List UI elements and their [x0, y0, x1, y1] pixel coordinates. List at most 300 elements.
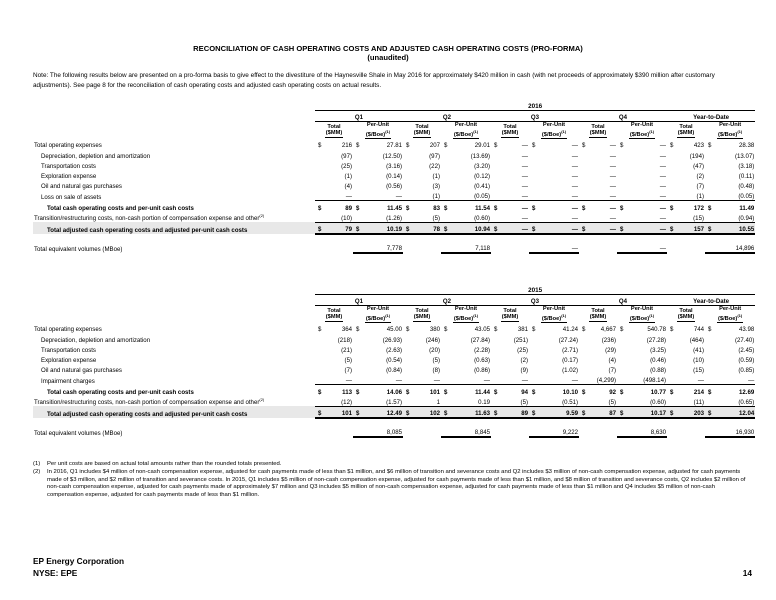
- cell-currency: [667, 160, 677, 170]
- cell-per-unit: 10.77: [627, 385, 667, 396]
- cell-currency: [579, 333, 589, 343]
- table-row: [33, 242, 755, 253]
- cell-total: (47): [693, 162, 704, 170]
- cell-currency: $: [579, 201, 589, 212]
- cell-currency: [315, 160, 325, 170]
- cell-total: —: [521, 214, 528, 222]
- row-label: Oil and natural gas purchases: [41, 367, 122, 375]
- cell-currency: [705, 364, 715, 374]
- cell-total: (97): [341, 152, 352, 160]
- cell-currency: $: [529, 222, 539, 234]
- cell-currency: $: [444, 142, 448, 150]
- cell-currency: [315, 149, 325, 159]
- table-row: [33, 180, 755, 190]
- cell-currency: $: [670, 142, 674, 150]
- cell-total: 172: [677, 201, 705, 212]
- cell-currency: [617, 242, 627, 253]
- cell-currency: $: [491, 222, 501, 234]
- cell-per-unit: (0.86): [474, 367, 490, 375]
- cell-currency: $: [494, 326, 498, 334]
- footnote-text: Per unit costs are based on actual total amounts rather than the rounded totals presented.: [47, 461, 282, 467]
- cell-currency: [441, 333, 451, 343]
- cell-currency: [705, 344, 715, 354]
- cell-currency: $: [356, 326, 360, 334]
- cell-per-unit: —: [571, 142, 578, 150]
- cell-currency: [667, 426, 677, 437]
- row-label: Total equivalent volumes (MBoe): [34, 430, 123, 438]
- cell-currency: $: [532, 326, 536, 334]
- cell-total: (15): [693, 367, 704, 375]
- cell-currency: [529, 170, 539, 180]
- cell-currency: $: [579, 222, 589, 234]
- company-name: EP Energy Corporation: [33, 556, 125, 566]
- cell-currency: [441, 396, 451, 407]
- cell-total: [413, 242, 441, 253]
- cell-currency: [441, 354, 451, 364]
- cell-total: —: [697, 377, 704, 385]
- cell-currency: [667, 396, 677, 407]
- cell-currency: $: [315, 222, 325, 234]
- cell-per-unit: (3.25): [650, 346, 666, 354]
- cell-currency: [403, 160, 413, 170]
- cell-per-unit: —: [571, 183, 578, 191]
- cell-total: [501, 242, 529, 253]
- cell-currency: [315, 242, 325, 253]
- cell-currency: [705, 242, 715, 253]
- cell-total: (4): [608, 357, 616, 365]
- cell-currency: [353, 170, 363, 180]
- cell-currency: [617, 190, 627, 201]
- cell-per-unit: 14,896: [715, 242, 755, 253]
- cell-currency: $: [441, 385, 451, 396]
- cell-total: —: [433, 377, 440, 385]
- cell-currency: [491, 333, 501, 343]
- cell-currency: [667, 354, 677, 364]
- period-heading: Q1: [315, 111, 403, 122]
- cell-per-unit: —: [659, 173, 666, 181]
- cell-currency: [441, 170, 451, 180]
- cell-currency: [705, 396, 715, 407]
- cell-currency: [579, 374, 589, 385]
- cell-per-unit: 43.98: [739, 326, 755, 334]
- cell-currency: [403, 374, 413, 385]
- cell-currency: [667, 170, 677, 180]
- cell-currency: [403, 180, 413, 190]
- cell-currency: [441, 364, 451, 374]
- cell-currency: [705, 180, 715, 190]
- cell-per-unit: 12.04: [715, 406, 755, 418]
- cell-per-unit: (0.05): [738, 193, 755, 201]
- period-heading: Q3: [491, 111, 579, 122]
- row-label: Total equivalent volumes (MBoe): [34, 246, 123, 254]
- cell-currency: [491, 212, 501, 223]
- cell-per-unit: —: [395, 377, 402, 385]
- cell-per-unit: (2.45): [738, 346, 755, 354]
- cell-per-unit: 8,845: [451, 426, 491, 437]
- cell-currency: [353, 364, 363, 374]
- cell-total: (5): [344, 357, 352, 365]
- column-header-total: Total ($MM): [501, 123, 519, 137]
- cell-currency: $: [708, 142, 712, 150]
- cell-currency: [441, 180, 451, 190]
- cell-currency: [617, 344, 627, 354]
- cell-per-unit: (2.63): [386, 346, 402, 354]
- row-label: Total adjusted cash operating costs and adjusted per-unit cash costs: [33, 222, 315, 234]
- cell-currency: [491, 170, 501, 180]
- column-header-per-unit: Per-Unit ($/Boe)$^{(1)}$: [629, 122, 655, 138]
- table-year-heading: 2016: [528, 103, 543, 110]
- cell-currency: $: [315, 201, 325, 212]
- cell-total: (218): [337, 336, 352, 344]
- cell-total: 744: [693, 326, 704, 334]
- cell-currency: $: [356, 142, 360, 150]
- cell-per-unit: (0.94): [738, 214, 755, 222]
- cell-currency: [579, 242, 589, 253]
- table-row: [33, 354, 755, 364]
- column-header-per-unit: Per-Unit ($/Boe)$^{(1)}$: [718, 122, 743, 138]
- cell-currency: $: [705, 201, 715, 212]
- cell-currency: $: [670, 326, 674, 334]
- cell-currency: [529, 354, 539, 364]
- cell-total: 381: [517, 326, 528, 334]
- cell-currency: [529, 426, 539, 437]
- cell-total: —: [609, 142, 616, 150]
- cell-total: 423: [693, 142, 704, 150]
- cell-currency: [617, 149, 627, 159]
- cell-total: (2): [696, 173, 704, 181]
- cell-currency: [579, 190, 589, 201]
- cell-currency: $: [494, 142, 498, 150]
- cell-currency: $: [491, 406, 501, 418]
- cell-currency: $: [491, 385, 501, 396]
- cell-currency: $: [318, 326, 322, 334]
- column-header-per-unit: Per-Unit ($/Boe)$^{(1)}$: [718, 306, 743, 322]
- cell-per-unit: 10.19: [363, 222, 403, 234]
- cell-currency: $: [667, 385, 677, 396]
- cell-total: (5): [432, 357, 440, 365]
- cell-currency: [579, 170, 589, 180]
- cell-currency: $: [532, 142, 536, 150]
- cell-total: 94: [501, 385, 529, 396]
- cell-total: (12): [341, 398, 352, 406]
- column-header-total: Total ($MM): [589, 307, 607, 321]
- cell-currency: $: [617, 201, 627, 212]
- cell-total: —: [609, 183, 616, 191]
- cell-currency: $: [403, 406, 413, 418]
- cell-currency: $: [667, 406, 677, 418]
- cell-currency: [315, 374, 325, 385]
- cell-total: —: [609, 193, 616, 201]
- cell-per-unit: (3.16): [386, 162, 402, 170]
- cell-per-unit: 11.44: [451, 385, 491, 396]
- cell-currency: [403, 242, 413, 253]
- cell-currency: $: [441, 201, 451, 212]
- cell-total: 102: [413, 406, 441, 418]
- cell-per-unit: (13.07): [734, 152, 755, 160]
- cell-total: 203: [677, 406, 705, 418]
- row-label: Total cash operating costs and per-unit cash costs: [47, 388, 194, 396]
- cell-currency: [491, 396, 501, 407]
- cell-total: —: [521, 193, 528, 201]
- cell-per-unit: 9,222: [539, 426, 579, 437]
- cell-total: (1): [696, 193, 704, 201]
- cell-total: (4): [344, 183, 352, 191]
- cell-currency: [529, 212, 539, 223]
- cell-currency: [353, 344, 363, 354]
- cell-total: (20): [429, 346, 440, 354]
- cell-currency: [529, 364, 539, 374]
- cell-total: —: [521, 152, 528, 160]
- cell-total: (246): [425, 336, 440, 344]
- cell-per-unit: (0.59): [738, 357, 755, 365]
- cell-per-unit: 12.69: [715, 385, 755, 396]
- cell-currency: [441, 190, 451, 201]
- cell-total: (1): [344, 173, 352, 181]
- cell-currency: [491, 190, 501, 201]
- cell-total: 364: [341, 326, 352, 334]
- cell-per-unit: —: [659, 193, 666, 201]
- cell-currency: [403, 212, 413, 223]
- cell-currency: [529, 149, 539, 159]
- cell-currency: [403, 364, 413, 374]
- cell-currency: [667, 374, 677, 385]
- table-row: [33, 139, 755, 149]
- cell-total: 83: [413, 201, 441, 212]
- cell-per-unit: (13.69): [470, 152, 490, 160]
- table-row: [33, 160, 755, 170]
- reconciliation-table-2015: [33, 284, 755, 438]
- cell-currency: $: [620, 326, 624, 334]
- cell-currency: [705, 149, 715, 159]
- cell-currency: [491, 242, 501, 253]
- table-row: [33, 149, 755, 159]
- column-header-per-unit: Per-Unit ($/Boe)$^{(1)}$: [629, 306, 655, 322]
- cell-currency: [403, 333, 413, 343]
- column-header-per-unit: Per-Unit ($/Boe)$^{(1)}$: [365, 122, 391, 138]
- cell-per-unit: (27.40): [734, 336, 755, 344]
- cell-currency: $: [620, 142, 624, 150]
- cell-per-unit: (0.11): [738, 173, 755, 181]
- cell-per-unit: (0.60): [650, 398, 666, 406]
- cell-currency: [705, 160, 715, 170]
- cell-currency: $: [667, 201, 677, 212]
- cell-total: 78: [413, 222, 441, 234]
- row-label: Transportation costs: [41, 346, 96, 354]
- cell-total: (11): [693, 398, 704, 406]
- cell-per-unit: —: [571, 377, 578, 385]
- cell-per-unit: (0.14): [386, 173, 402, 181]
- cell-per-unit: —: [571, 193, 578, 201]
- table-row: [33, 364, 755, 374]
- table-row: [33, 323, 755, 333]
- cell-total: (3): [432, 183, 440, 191]
- cell-currency: $: [315, 385, 325, 396]
- reconciliation-table-2016: [33, 100, 755, 254]
- cell-per-unit: (0.85): [738, 367, 755, 375]
- cell-currency: [315, 180, 325, 190]
- cell-currency: $: [406, 142, 410, 150]
- cell-per-unit: 10.10: [539, 385, 579, 396]
- table-row: [33, 212, 755, 223]
- cell-currency: [353, 212, 363, 223]
- cell-total: (1): [432, 173, 440, 181]
- cell-per-unit: —: [483, 377, 490, 385]
- cell-total: (464): [689, 336, 704, 344]
- cell-total: [413, 426, 441, 437]
- cell-total: (22): [429, 162, 440, 170]
- cell-total: (41): [693, 346, 704, 354]
- cell-total: —: [345, 377, 352, 385]
- cell-currency: [491, 364, 501, 374]
- cell-currency: $: [315, 406, 325, 418]
- cell-per-unit: —: [659, 214, 666, 222]
- column-header-total: Total ($MM): [325, 307, 343, 321]
- cell-currency: [441, 160, 451, 170]
- cell-total: —: [589, 222, 617, 234]
- cell-per-unit: (0.51): [562, 398, 578, 406]
- cell-per-unit: 29.01: [474, 142, 490, 150]
- cell-total: 4,667: [600, 326, 616, 334]
- column-header-total: Total ($MM): [413, 307, 431, 321]
- cell-per-unit: —: [748, 377, 755, 385]
- period-heading: Q1: [315, 295, 403, 306]
- cell-currency: [529, 160, 539, 170]
- page-title: RECONCILIATION OF CASH OPERATING COSTS AND ADJUSTED CASH OPERATING COSTS (PRO-FORMA): [193, 44, 583, 53]
- cell-per-unit: (0.54): [386, 357, 402, 365]
- cell-currency: [529, 242, 539, 253]
- cell-currency: $: [529, 385, 539, 396]
- cell-currency: $: [667, 222, 677, 234]
- cell-total: [677, 426, 705, 437]
- cell-total: —: [501, 222, 529, 234]
- cell-total: (25): [517, 346, 528, 354]
- cell-per-unit: (0.46): [650, 357, 666, 365]
- cell-currency: [491, 180, 501, 190]
- cell-currency: $: [403, 222, 413, 234]
- cell-currency: [705, 212, 715, 223]
- cell-total: [325, 426, 353, 437]
- cell-per-unit: (3.20): [474, 162, 490, 170]
- cell-currency: [579, 212, 589, 223]
- period-heading: Q2: [403, 111, 491, 122]
- column-header-total: Total ($MM): [677, 307, 695, 321]
- cell-currency: [491, 344, 501, 354]
- cell-total: [501, 426, 529, 437]
- cell-per-unit: (27.24): [558, 336, 578, 344]
- cell-per-unit: 540.78: [647, 326, 666, 334]
- table-row: [33, 374, 755, 385]
- cell-currency: [353, 160, 363, 170]
- cell-currency: $: [353, 385, 363, 396]
- period-heading: Q4: [579, 111, 667, 122]
- column-header-per-unit: Per-Unit ($/Boe)$^{(1)}$: [541, 122, 567, 138]
- cell-currency: [353, 149, 363, 159]
- cell-per-unit: 11.49: [715, 201, 755, 212]
- cell-currency: [579, 426, 589, 437]
- cell-currency: [705, 374, 715, 385]
- cell-currency: [315, 344, 325, 354]
- cell-currency: [491, 354, 501, 364]
- cell-currency: [353, 396, 363, 407]
- cell-currency: [667, 333, 677, 343]
- cell-currency: [667, 242, 677, 253]
- cell-total: 113: [325, 385, 353, 396]
- cell-total: 157: [677, 222, 705, 234]
- cell-currency: $: [582, 326, 586, 334]
- cell-per-unit: (26.93): [382, 336, 402, 344]
- cell-currency: [529, 396, 539, 407]
- cell-currency: $: [705, 385, 715, 396]
- cell-currency: [579, 344, 589, 354]
- cell-currency: $: [529, 201, 539, 212]
- cell-currency: [403, 149, 413, 159]
- table-row: [33, 406, 755, 418]
- cell-currency: $: [582, 142, 586, 150]
- cell-currency: $: [491, 201, 501, 212]
- cell-total: (4,299): [596, 377, 616, 385]
- row-label: Exploration expense: [41, 173, 97, 181]
- cell-currency: [617, 212, 627, 223]
- row-label: Depreciation, depletion and amortization: [41, 336, 151, 344]
- cell-total: 214: [677, 385, 705, 396]
- table-row: [33, 385, 755, 396]
- cell-per-unit: —: [659, 152, 666, 160]
- cell-total: 1: [436, 398, 440, 406]
- cell-total: (97): [429, 152, 440, 160]
- cell-per-unit: 11.54: [451, 201, 491, 212]
- cell-total: —: [521, 377, 528, 385]
- row-label: Depreciation, depletion and amortization: [41, 152, 151, 160]
- cell-per-unit: (12.50): [382, 152, 402, 160]
- table-row: [33, 344, 755, 354]
- cell-currency: [353, 354, 363, 364]
- cell-per-unit: —: [627, 201, 667, 212]
- row-label: Transition/restructuring costs, non-cash portion of compensation expense and other$^{(2)}$: [34, 213, 265, 223]
- row-label: Oil and natural gas purchases: [41, 183, 122, 191]
- cell-per-unit: (0.05): [474, 193, 490, 201]
- cell-per-unit: 7,778: [363, 242, 403, 253]
- cell-currency: [315, 354, 325, 364]
- cell-currency: $: [579, 406, 589, 418]
- cell-total: —: [589, 201, 617, 212]
- cell-per-unit: —: [539, 222, 579, 234]
- cell-currency: [403, 426, 413, 437]
- cell-currency: [403, 354, 413, 364]
- cell-currency: $: [353, 201, 363, 212]
- table-row: [33, 222, 755, 234]
- column-header-total: Total ($MM): [501, 307, 519, 321]
- cell-currency: [315, 333, 325, 343]
- table-row: [33, 426, 755, 437]
- cell-currency: [403, 344, 413, 354]
- cell-total: 87: [589, 406, 617, 418]
- cell-currency: [315, 396, 325, 407]
- cell-currency: [667, 364, 677, 374]
- row-label: Transition/restructuring costs, non-cash portion of compensation expense and other$^{(2)}$: [34, 397, 265, 407]
- cell-total: —: [609, 152, 616, 160]
- ticker-symbol: NYSE: EPE: [33, 568, 78, 578]
- cell-per-unit: —: [627, 222, 667, 234]
- cell-per-unit: —: [571, 173, 578, 181]
- cell-currency: [491, 374, 501, 385]
- cell-total: —: [501, 201, 529, 212]
- cell-total: (9): [520, 367, 528, 375]
- cell-total: (21): [341, 346, 352, 354]
- cell-per-unit: (1.02): [562, 367, 578, 375]
- cell-currency: [491, 149, 501, 159]
- cell-currency: [667, 190, 677, 201]
- cell-total: (10): [341, 214, 352, 222]
